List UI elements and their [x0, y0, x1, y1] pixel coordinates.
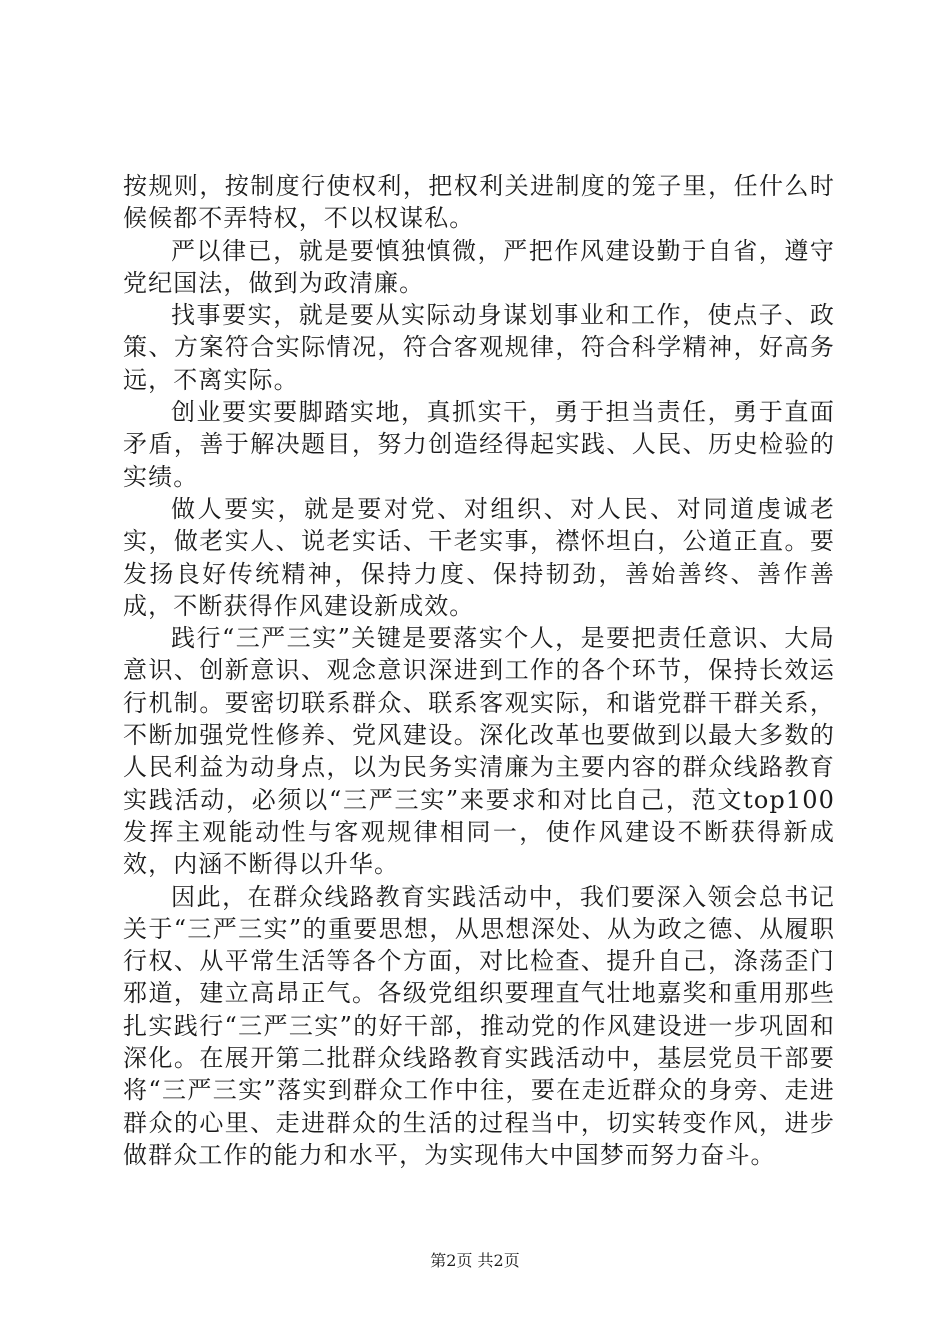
document-body	[123, 170, 835, 1171]
page-footer	[0, 1248, 950, 1271]
paragraph: 践行“三严三实”关键是要落实个人，是要把责任意识、大局意识、创新意识、观念意识深进到工作的各个环节，保持长效运行机制。要密切联系群众、联系客观实际，和谐党群干群关系，不断加强党性修养、党风建设。深化改革也要做到以最大多数的人民利益为动身点，以为民务实清廉为主要内容的群众线路教育实践活动，必须以“三严三实”来要求和对比自己，范文top100发挥主观能动性与客观规律相同一，使作风建设不断获得新成效，内涵不断得以升华。	[123, 624, 835, 879]
paragraph: 找事要实，就是要从实际动身谋划事业和工作，使点子、政策、方案符合实际情况，符合客观规律，符合科学精神，好高务远，不离实际。	[123, 301, 835, 394]
paragraph: 严以律已，就是要慎独慎微，严把作风建设勤于自省，遵守党纪国法，做到为政清廉。	[123, 236, 835, 297]
paragraph: 因此，在群众线路教育实践活动中，我们要深入领会总书记关于“三严三实”的重要思想，从思想深处、从为政之德、从履职行权、从平常生活等各个方面，对比检查、提升自己，涤荡歪门邪道，建立高昂正气。各级党组织要理直气壮地嘉奖和重用那些扎实践行“三严三实”的好干部，推动党的作风建设进一步巩固和深化。在展开第二批群众线路教育实践活动中，基层党员干部要将“三严三实”落实到群众工作中往，要在走近群众的身旁、走进群众的心里、走进群众的生活的过程当中，切实转变作风，进步做群众工作的能力和水平，为实现伟大中国梦而努力奋斗。	[123, 882, 835, 1169]
paragraph: 做人要实，就是要对党、对组织、对人民、对同道虔诚老实，做老实人、说老实话、干老实事，襟怀坦白，公道正直。要发扬良好传统精神，保持力度、保持韧劲，善始善终、善作善成，不断获得作风建设新成效。	[123, 494, 835, 620]
paragraph: 按规则，按制度行使权利，把权利关进制度的笼子里，任什么时候候都不弄特权，不以权谋私。	[123, 172, 835, 233]
page-number: 第2页 共2页	[430, 1251, 520, 1270]
paragraph: 创业要实要脚踏实地，真抓实干，勇于担当责任，勇于直面矛盾，善于解决题目，努力创造经得起实践、人民、历史检验的实绩。	[123, 398, 835, 491]
